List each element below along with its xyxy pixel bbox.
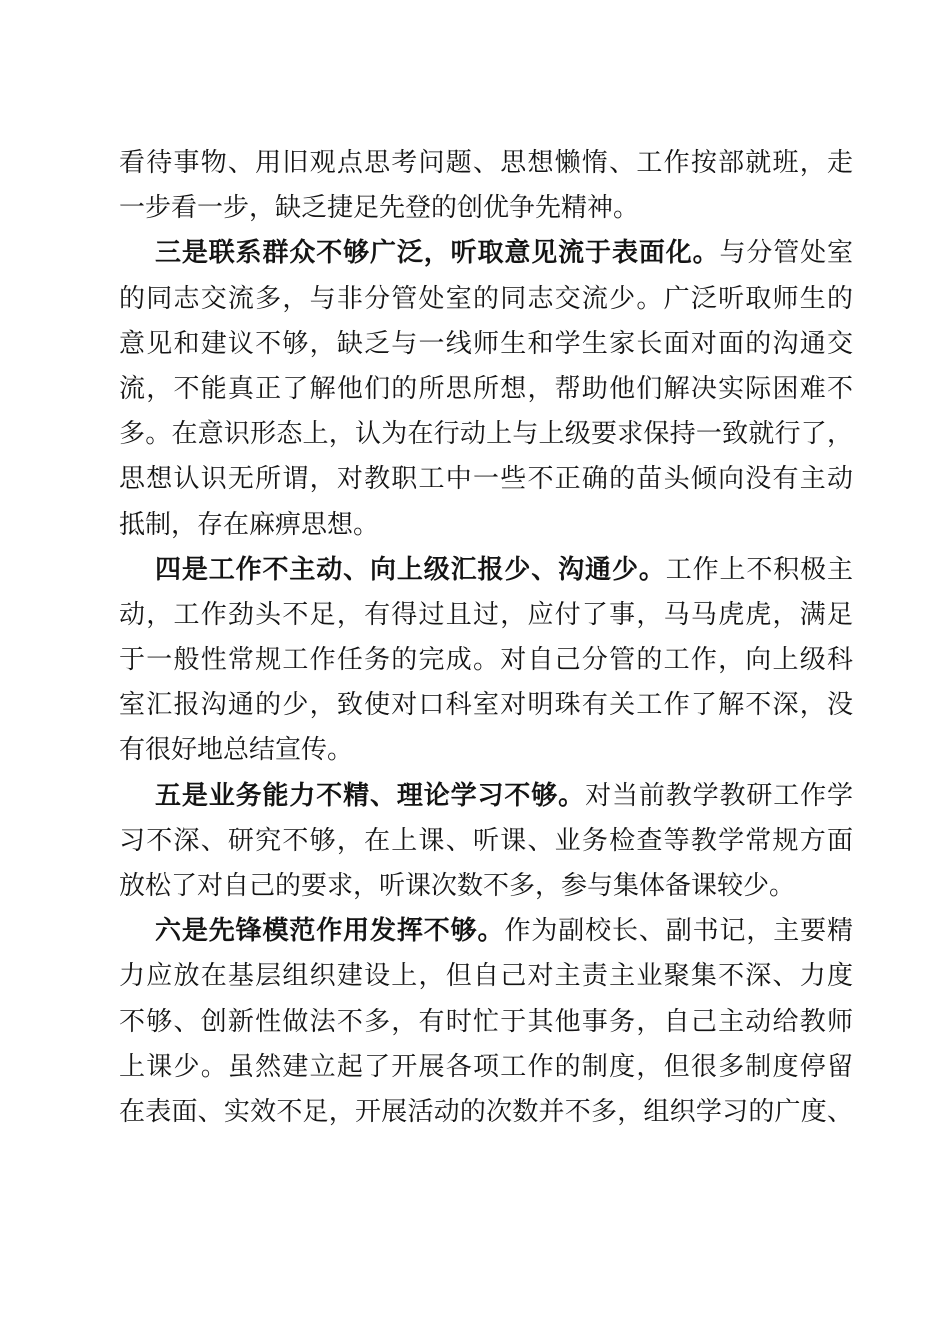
text-line: 习不深、研究不够，在上课、听课、业务检查等教学常规方面 [119,825,853,855]
text-line: 六是先锋模范作用发挥不够。作为副校长、副书记，主要精 [155,916,853,946]
text-line: 抵制，存在麻痹思想。 [119,509,380,539]
document-text-block [119,140,853,1134]
text-line: 一步看一步，缺乏捷足先登的创优争先精神。 [119,193,640,223]
text-line: 多。在意识形态上，认为在行动上与上级要求保持一致就行了， [119,419,853,449]
text-line: 意见和建议不够，缺乏与一线师生和学生家长面对面的沟通交 [119,328,853,358]
paragraph-lead-bold: 四是工作不主动、向上级汇报少、沟通少。 [155,554,666,584]
text-line: 室汇报沟通的少，致使对口科室对明珠有关工作了解不深，没 [119,690,853,720]
paragraph-lead-bold: 六是先锋模范作用发挥不够。 [155,916,505,946]
paragraph-lead-bold: 五是业务能力不精、理论学习不够。 [155,780,586,810]
text-line: 有很好地总结宣传。 [119,735,354,765]
text-line: 力应放在基层组织建设上，但自己对主责主业聚集不深、力度 [119,961,853,991]
text-line: 于一般性常规工作任务的完成。对自己分管的工作，向上级科 [119,645,853,675]
text-line: 思想认识无所谓，对教职工中一些不正确的苗头倾向没有主动 [119,464,853,494]
text-line: 放松了对自己的要求，听课次数不多，参与集体备课较少。 [119,871,796,900]
text-line: 的同志交流多，与非分管处室的同志交流少。广泛听取师生的 [119,283,853,313]
paragraph-lead-bold: 三是联系群众不够广泛，听取意见流于表面化。 [155,238,720,268]
text-line: 四是工作不主动、向上级汇报少、沟通少。工作上不积极主 [155,554,853,584]
text-line: 流，不能真正了解他们的所思所想，帮助他们解决实际困难不 [119,373,853,403]
text-line: 三是联系群众不够广泛，听取意见流于表面化。与分管处室 [155,238,853,268]
text-line: 动，工作劲头不足，有得过且过，应付了事，马马虎虎，满足 [119,599,853,629]
text-line: 上课少。虽然建立起了开展各项工作的制度，但很多制度停留 [119,1051,853,1081]
text-line: 看待事物、用旧观点思考问题、思想懒惰、工作按部就班，走 [119,148,853,177]
text-line: 不够、创新性做法不多，有时忙于其他事务，自己主动给教师 [119,1006,853,1036]
text-line: 在表面、实效不足，开展活动的次数并不多，组织学习的广度、 [119,1096,853,1126]
text-line: 五是业务能力不精、理论学习不够。对当前教学教研工作学 [155,780,853,810]
